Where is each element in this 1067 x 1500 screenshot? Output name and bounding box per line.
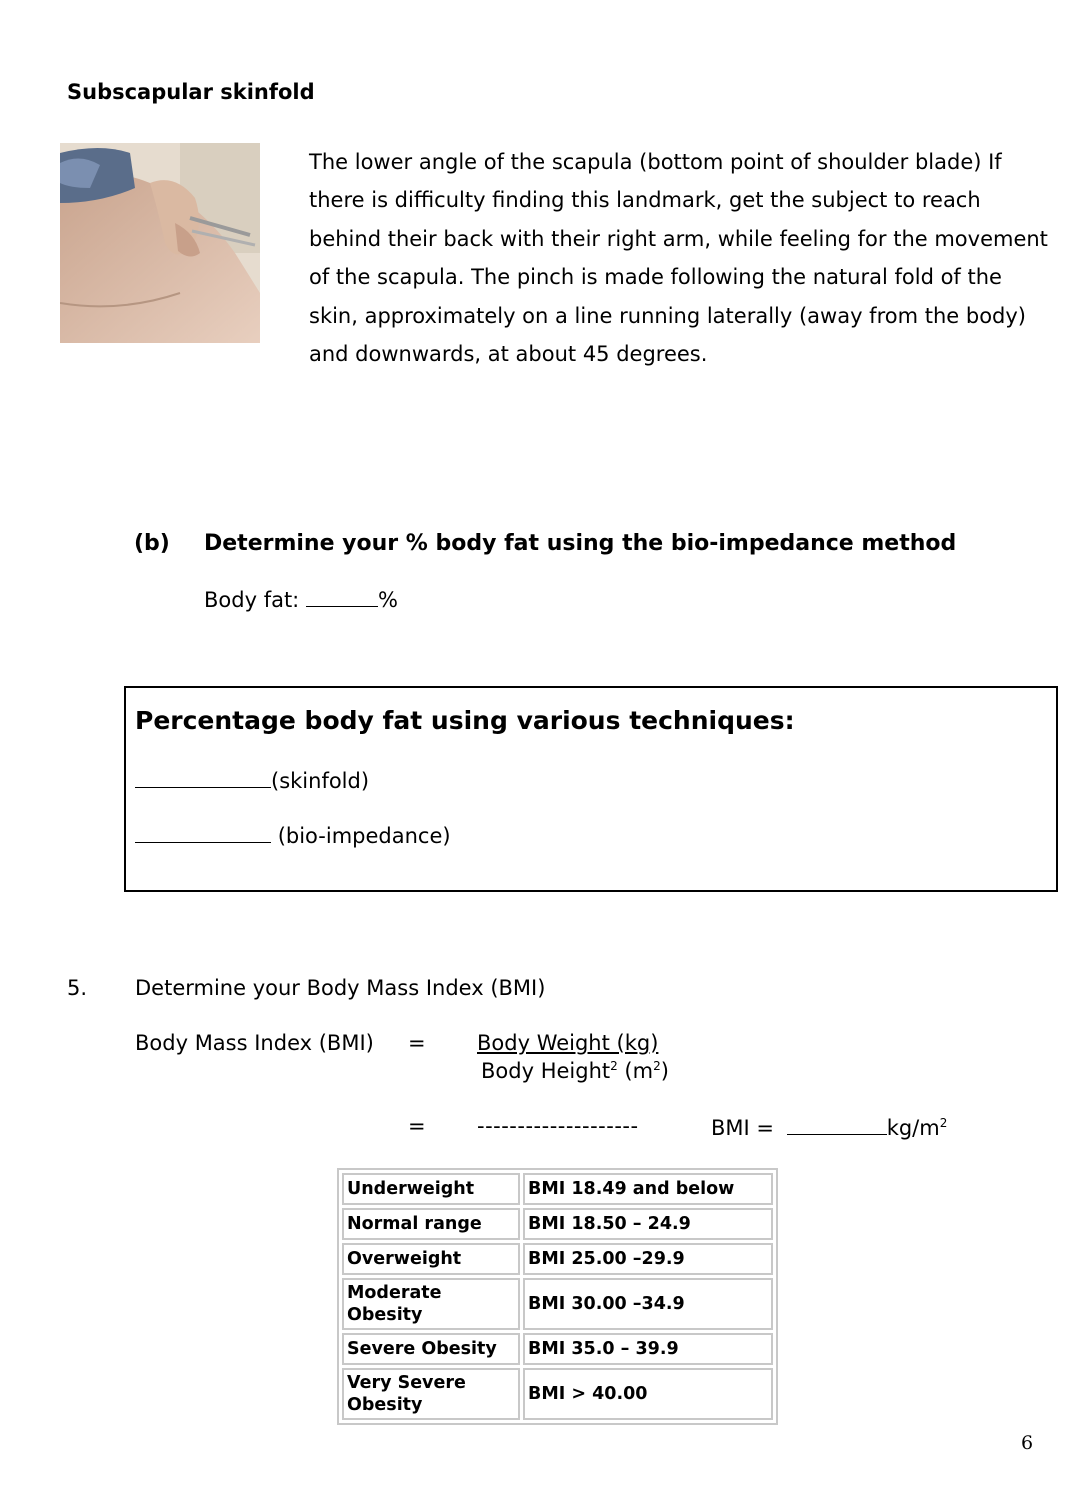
question-text: Determine your Body Mass Index (BMI) <box>135 976 546 1000</box>
bmi-range-cell: BMI > 40.00 <box>523 1368 773 1420</box>
bmi-unit: kg/m <box>886 1116 940 1140</box>
table-row <box>342 1173 773 1205</box>
bmi-category-cell: Very Severe Obesity <box>342 1368 520 1420</box>
table-row <box>342 1368 773 1420</box>
page-number: 6 <box>1021 1432 1034 1454</box>
bmi-classification-table <box>337 1168 778 1425</box>
body-fat-label: Body fat: <box>204 588 300 612</box>
skinfold-blank[interactable] <box>135 767 271 788</box>
bio-impedance-result-line <box>135 822 451 848</box>
subscapular-skinfold-photo <box>60 143 260 343</box>
bmi-range-cell: BMI 18.49 and below <box>523 1173 773 1205</box>
formula-denominator <box>481 1059 669 1083</box>
bmi-range-cell: BMI 30.00 –34.9 <box>523 1278 773 1330</box>
denominator-unit-superscript: 2 <box>653 1059 661 1073</box>
table-row <box>342 1208 773 1240</box>
bmi-unit-superscript: 2 <box>939 1116 948 1130</box>
bmi-formula-label: Body Mass Index (BMI) <box>135 1031 374 1055</box>
table-row <box>342 1333 773 1365</box>
skinfold-result-line <box>135 767 369 793</box>
bmi-result-blank[interactable] <box>787 1114 887 1135</box>
photo-illustration <box>60 143 260 343</box>
question-number: 5. <box>67 976 88 1000</box>
body-fat-unit: % <box>377 588 398 612</box>
landmark-description: The lower angle of the scapula (bottom point of shoulder blade) If there is difficulty finding this landmark, get the subject to reach behind their back with their right arm, while feeling for the movement of the scapula. The pinch is made following the natural fold of the skin, approximately on a line running laterally (away from the body) and downwards, at about 45 degrees. <box>309 150 1048 367</box>
table-row <box>342 1243 773 1275</box>
bmi-result-label: BMI = <box>711 1116 774 1140</box>
section-heading: Subscapular skinfold <box>67 80 315 104</box>
denominator-close: ) <box>660 1059 669 1083</box>
body-fat-blank[interactable] <box>306 586 378 607</box>
bmi-range-cell: BMI 35.0 – 39.9 <box>523 1333 773 1365</box>
denominator-text: Body Height <box>481 1059 611 1083</box>
part-b-label: (b) <box>134 531 170 556</box>
calculation-dashes: -------------------- <box>477 1114 639 1138</box>
skinfold-label: (skinfold) <box>271 769 370 793</box>
denominator-unit: (m <box>617 1059 654 1083</box>
summary-box-title: Percentage body fat using various techniques: <box>135 706 795 735</box>
part-b-title: Determine your % body fat using the bio-impedance method <box>204 531 957 556</box>
bmi-category-cell: Moderate Obesity <box>342 1278 520 1330</box>
body-fat-line <box>204 586 398 612</box>
bmi-range-cell: BMI 18.50 – 24.9 <box>523 1208 773 1240</box>
table-row <box>342 1278 773 1330</box>
bio-impedance-blank[interactable] <box>135 822 271 843</box>
bmi-category-cell: Severe Obesity <box>342 1333 520 1365</box>
denominator-superscript: 2 <box>610 1059 618 1073</box>
bmi-category-cell: Normal range <box>342 1208 520 1240</box>
bmi-result-line <box>711 1114 947 1140</box>
bmi-range-cell: BMI 25.00 –29.9 <box>523 1243 773 1275</box>
bio-impedance-label: (bio-impedance) <box>277 824 451 848</box>
bmi-category-cell: Overweight <box>342 1243 520 1275</box>
equals-sign-2: = <box>408 1114 426 1138</box>
equals-sign: = <box>408 1031 426 1055</box>
bmi-category-cell: Underweight <box>342 1173 520 1205</box>
formula-numerator: Body Weight (kg) <box>477 1031 659 1055</box>
